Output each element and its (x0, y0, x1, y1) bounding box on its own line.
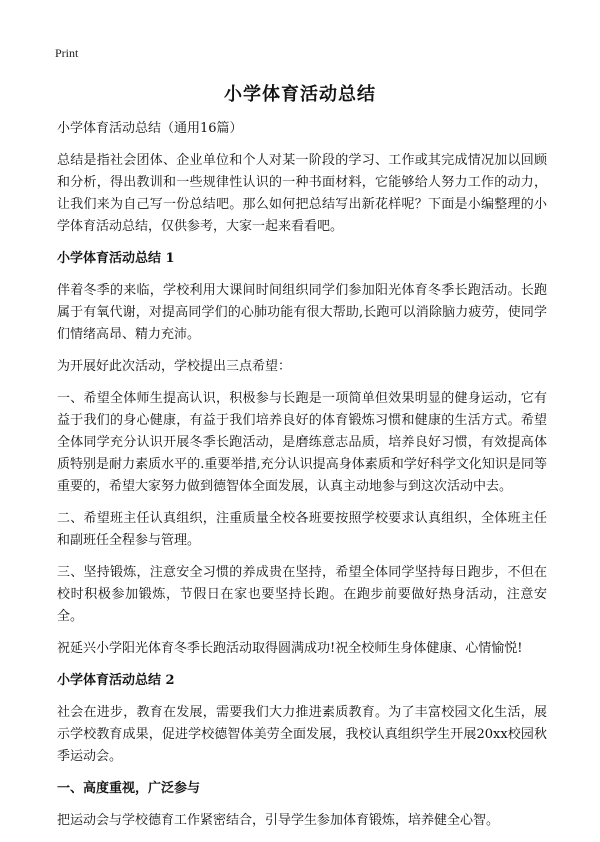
document-body (57, 118, 547, 842)
print-link[interactable]: Print (55, 46, 79, 60)
section-2-heading: 小学体育活动总结 2 (57, 673, 175, 688)
section-1-paragraph: 伴着冬季的来临，学校利用大课间时间组织同学们参加阳光体育冬季长跑活动。长跑属于有氧代谢，对提高同学们的心肺功能有很大帮助,长跑可以消除脑力疲劳，使同学们情绪高昂、精力充沛。 (57, 283, 547, 342)
section-2-sub-paragraph: 把运动会与学校德育工作紧密结合，引导学生参加体育锻炼，培养健全心智。 (57, 813, 500, 828)
section-2-paragraph: 社会在进步，教育在发展，需要我们大力推进素质教育。为了丰富校园文化生活，展示学校教育成果，促进学校德智体美劳全面发展，我校认真组织学生开展20xx校园秋季运动会。 (57, 705, 547, 764)
section-1-paragraph: 一、希望全体师生提高认识，积极参与长跑是一项简单但效果明显的健身运动，它有益于我们的身心健康，有益于我们培养良好的体育锻炼习惯和健康的生活方式。希望全体同学充分认识开展冬季长跑活动，是磨练意志品质，培养良好习惯，有效提高体质特别是耐力素质水平的.重要举措,充分认识提高身体素质和学好科学文化知识是同等重要的，希望大家努力做到德智体全面发展，认真主动地参与到这次活动中去。 (57, 391, 547, 494)
subtitle: 小学体育活动总结（通用16篇） (57, 121, 243, 136)
section-1-paragraph: 三、坚持锻炼，注意安全习惯的养成贵在坚持，希望全体同学坚持每日跑步，不但在校时积极参加锻炼，节假日在家也要坚持长跑。在跑步前要做好热身活动，注意安全。 (57, 565, 547, 624)
section-1-heading: 小学体育活动总结 1 (57, 251, 175, 266)
section-2-subheading: 一、高度重视，广泛参与 (57, 781, 201, 796)
section-1-paragraph: 为开展好此次活动，学校提出三点希望： (57, 359, 292, 374)
section-1-paragraph: 二、希望班主任认真组织，注重质量全校各班要按照学校要求认真组织，全体班主任和副班任全程参与管理。 (57, 511, 547, 548)
page-title: 小学体育活动总结 (224, 84, 376, 105)
intro-paragraph: 总结是指社会团体、企业单位和个人对某一阶段的学习、工作或其完成情况加以回顾和分析，得出教训和一些规律性认识的一种书面材料，它能够给人努力工作的动力，让我们来为自己写一份总结吧。那么如何把总结写出新花样呢？下面是小编整理的小学体育活动总结，仅供参考，大家一起来看看吧。 (57, 153, 547, 234)
section-1-paragraph: 祝延兴小学阳光体育冬季长跑活动取得圆满成功!祝全校师生身体健康、心情愉悦! (57, 641, 523, 656)
